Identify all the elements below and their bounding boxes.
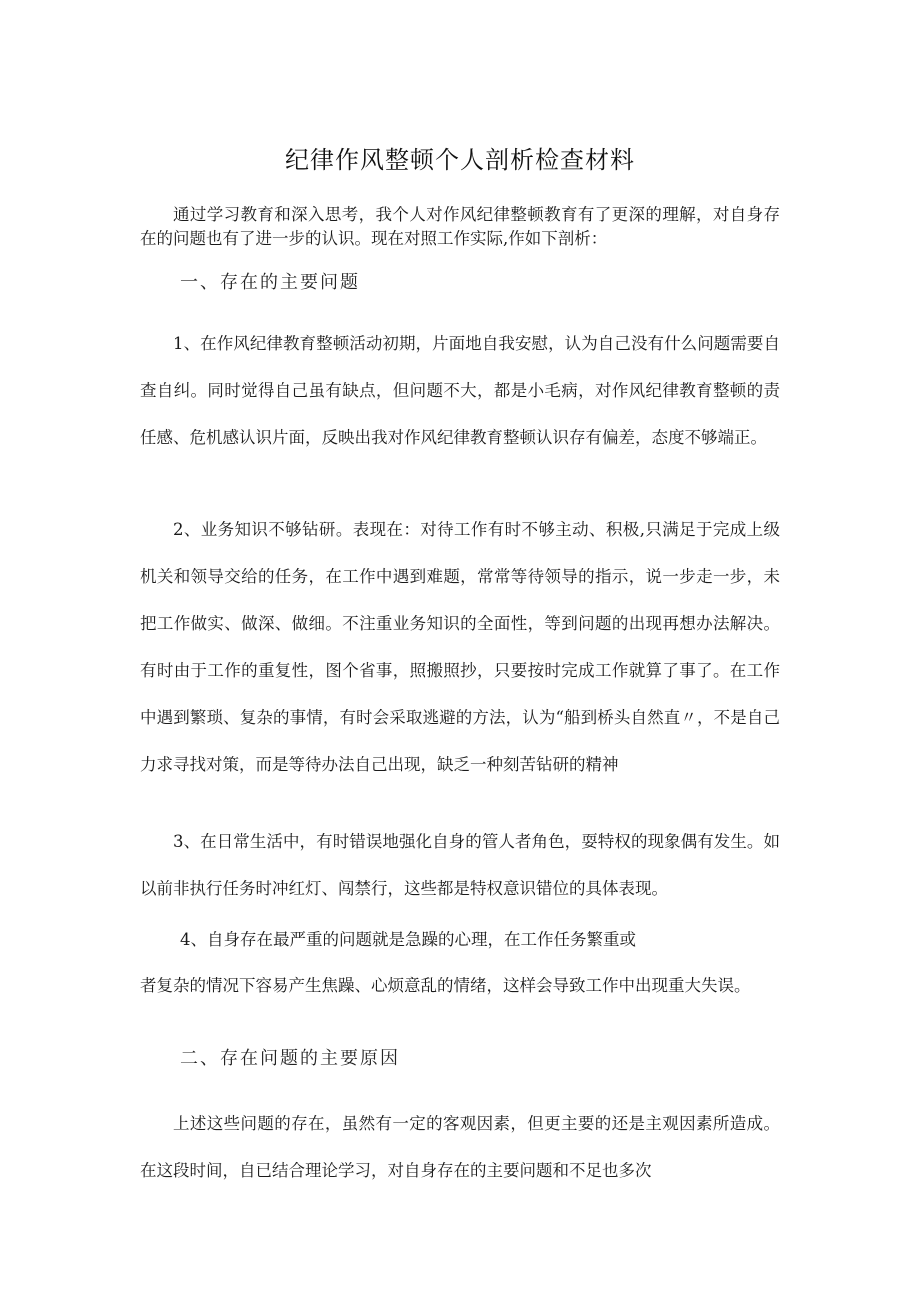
problem-item-3: 3、在日常生活中，有时错误地强化自身的管人者角色，耍特权的现象偶有发生。如以前非执行任务时冲红灯、闯禁行，这些都是特权意识错位的具体表现。 — [140, 832, 780, 898]
section-heading-main-causes: 二、存在问题的主要原因 — [180, 1048, 400, 1069]
document-title: 纪律作风整顿个人剖析检查材料 — [285, 146, 635, 174]
problem-item-2: 2、业务知识不够钻研。表现在：对待工作有时不够主动、积极,只满足于完成上级机关和领导交给的任务，在工作中遇到难题，常常等待领导的指示，说一步走一步，未把工作做实、做深、做细。不注重业务知识的全面性，等到问题的出现再想办法解决。有时由于工作的重复性，图个省事，照搬照抄，只要按时完成工作就算了事了。在工作中遇到繁琐、复杂的事情，有时会采取逃避的方法，认为“船到桥头自然直〃，不是自己力求寻找对策，而是等待办法自己出现，缺乏一种刻苦钻研的精神 — [140, 520, 780, 774]
section-heading-main-problems: 一、存在的主要问题 — [180, 272, 360, 293]
problem-item-4-line-2: 者复杂的情况下容易产生焦躁、心烦意乱的情绪，这样会导致工作中出现重大失误。 — [140, 976, 751, 995]
causes-paragraph: 上述这些问题的存在，虽然有一定的客观因素，但更主要的还是主观因素所造成。在这段时间，自已结合理论学习，对自身存在的主要问题和不足也多次 — [140, 1114, 780, 1180]
intro-paragraph: 通过学习教育和深入思考，我个人对作风纪律整顿教育有了更深的理解，对自身存在的问题也有了进一步的认识。现在对照工作实际,作如下剖析： — [140, 205, 780, 248]
problem-item-4-line-1: 4、自身存在最严重的问题就是急躁的心理，在工作任务繁重或 — [180, 930, 636, 949]
problem-item-1: 1、在作风纪律教育整顿活动初期，片面地自我安慰，认为自己没有什么问题需要自查自纠。同时觉得自己虽有缺点，但问题不大，都是小毛病，对作风纪律教育整顿的责任感、危机感认识片面，反映出我对作风纪律教育整顿认识存有偏差，态度不够端正。 — [140, 334, 780, 447]
